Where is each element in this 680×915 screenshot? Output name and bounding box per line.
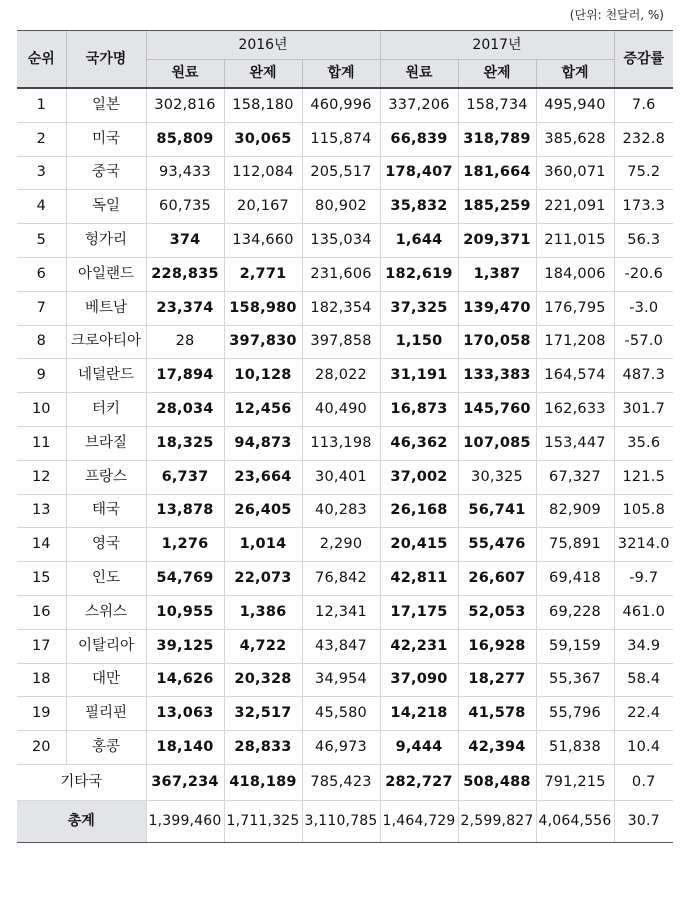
cell-value: 20,328 bbox=[224, 663, 302, 697]
cell-growth: 75.2 bbox=[614, 156, 673, 190]
cell-country: 필리핀 bbox=[66, 697, 146, 731]
cell-country: 미국 bbox=[66, 122, 146, 156]
cell-rank: 14 bbox=[17, 528, 66, 562]
cell-growth: -3.0 bbox=[614, 291, 673, 325]
table-row bbox=[17, 156, 673, 190]
table-row bbox=[17, 595, 673, 629]
cell-value: 30,401 bbox=[302, 460, 380, 494]
cell-value: 182,619 bbox=[380, 257, 458, 291]
table-row bbox=[17, 224, 673, 258]
cell-value: 178,407 bbox=[380, 156, 458, 190]
cell-country: 중국 bbox=[66, 156, 146, 190]
cell-value: 37,090 bbox=[380, 663, 458, 697]
cell-value: 495,940 bbox=[536, 88, 614, 122]
cell-growth: -20.6 bbox=[614, 257, 673, 291]
cell-value: 113,198 bbox=[302, 426, 380, 460]
cell-value: 209,371 bbox=[458, 224, 536, 258]
cell-value: 28,034 bbox=[146, 393, 224, 427]
header-finished-2016: 완제 bbox=[224, 60, 302, 89]
cell-value: 785,423 bbox=[302, 764, 380, 800]
cell-growth: -57.0 bbox=[614, 325, 673, 359]
cell-value: 42,394 bbox=[458, 731, 536, 765]
cell-value: 12,341 bbox=[302, 595, 380, 629]
cell-rank: 8 bbox=[17, 325, 66, 359]
cell-value: 135,034 bbox=[302, 224, 380, 258]
cell-growth: 301.7 bbox=[614, 393, 673, 427]
cell-value: 4,064,556 bbox=[536, 800, 614, 842]
cell-rank: 3 bbox=[17, 156, 66, 190]
cell-value: 26,168 bbox=[380, 494, 458, 528]
cell-value: 43,847 bbox=[302, 629, 380, 663]
cell-value: 75,891 bbox=[536, 528, 614, 562]
cell-country: 네덜란드 bbox=[66, 359, 146, 393]
cell-value: 56,741 bbox=[458, 494, 536, 528]
cell-value: 18,325 bbox=[146, 426, 224, 460]
header-rank: 순위 bbox=[17, 31, 66, 89]
cell-growth: 10.4 bbox=[614, 731, 673, 765]
cell-rank: 6 bbox=[17, 257, 66, 291]
cell-value: 46,362 bbox=[380, 426, 458, 460]
cell-value: 385,628 bbox=[536, 122, 614, 156]
cell-value: 32,517 bbox=[224, 697, 302, 731]
cell-value: 158,980 bbox=[224, 291, 302, 325]
cell-value: 164,574 bbox=[536, 359, 614, 393]
cell-value: 13,878 bbox=[146, 494, 224, 528]
header-year-2017: 2017년 bbox=[380, 31, 614, 60]
cell-country: 일본 bbox=[66, 88, 146, 122]
cell-value: 791,215 bbox=[536, 764, 614, 800]
cell-value: 1,386 bbox=[224, 595, 302, 629]
cell-country: 베트남 bbox=[66, 291, 146, 325]
cell-country: 터키 bbox=[66, 393, 146, 427]
cell-growth: 461.0 bbox=[614, 595, 673, 629]
cell-country: 인도 bbox=[66, 562, 146, 596]
cell-rank: 20 bbox=[17, 731, 66, 765]
cell-country: 태국 bbox=[66, 494, 146, 528]
table-body bbox=[17, 88, 673, 842]
cell-growth: 232.8 bbox=[614, 122, 673, 156]
cell-value: 28 bbox=[146, 325, 224, 359]
cell-rank: 10 bbox=[17, 393, 66, 427]
table-row bbox=[17, 122, 673, 156]
cell-value: 176,795 bbox=[536, 291, 614, 325]
cell-rank: 9 bbox=[17, 359, 66, 393]
cell-rank: 13 bbox=[17, 494, 66, 528]
cell-value: 20,415 bbox=[380, 528, 458, 562]
cell-growth: 173.3 bbox=[614, 190, 673, 224]
cell-value: 23,664 bbox=[224, 460, 302, 494]
header-finished-2017: 완제 bbox=[458, 60, 536, 89]
unit-note: (단위: 천달러, %) bbox=[569, 8, 664, 22]
cell-growth: 105.8 bbox=[614, 494, 673, 528]
cell-value: 28,833 bbox=[224, 731, 302, 765]
cell-value: 337,206 bbox=[380, 88, 458, 122]
cell-value: 153,447 bbox=[536, 426, 614, 460]
table-row bbox=[17, 629, 673, 663]
cell-value: 69,228 bbox=[536, 595, 614, 629]
cell-value: 508,488 bbox=[458, 764, 536, 800]
other-row bbox=[17, 764, 673, 800]
cell-value: 12,456 bbox=[224, 393, 302, 427]
cell-value: 93,433 bbox=[146, 156, 224, 190]
cell-value: 51,838 bbox=[536, 731, 614, 765]
cell-value: 60,735 bbox=[146, 190, 224, 224]
table-row bbox=[17, 562, 673, 596]
cell-value: 17,894 bbox=[146, 359, 224, 393]
table-row bbox=[17, 325, 673, 359]
cell-value: 66,839 bbox=[380, 122, 458, 156]
cell-growth: 56.3 bbox=[614, 224, 673, 258]
cell-growth: 35.6 bbox=[614, 426, 673, 460]
cell-rank: 18 bbox=[17, 663, 66, 697]
cell-value: 1,464,729 bbox=[380, 800, 458, 842]
cell-growth: 121.5 bbox=[614, 460, 673, 494]
cell-value: 133,383 bbox=[458, 359, 536, 393]
cell-value: 158,734 bbox=[458, 88, 536, 122]
cell-value: 18,140 bbox=[146, 731, 224, 765]
cell-value: 1,399,460 bbox=[146, 800, 224, 842]
cell-growth: -9.7 bbox=[614, 562, 673, 596]
cell-value: 360,071 bbox=[536, 156, 614, 190]
table-row bbox=[17, 190, 673, 224]
cell-rank: 17 bbox=[17, 629, 66, 663]
cell-value: 1,014 bbox=[224, 528, 302, 562]
cell-value: 1,387 bbox=[458, 257, 536, 291]
cell-total-label: 총계 bbox=[17, 800, 146, 842]
cell-value: 52,053 bbox=[458, 595, 536, 629]
cell-value: 171,208 bbox=[536, 325, 614, 359]
cell-value: 26,607 bbox=[458, 562, 536, 596]
cell-country: 프랑스 bbox=[66, 460, 146, 494]
cell-value: 1,276 bbox=[146, 528, 224, 562]
cell-growth: 0.7 bbox=[614, 764, 673, 800]
cell-value: 42,231 bbox=[380, 629, 458, 663]
cell-country: 홍콩 bbox=[66, 731, 146, 765]
cell-value: 13,063 bbox=[146, 697, 224, 731]
cell-value: 145,760 bbox=[458, 393, 536, 427]
cell-value: 46,973 bbox=[302, 731, 380, 765]
cell-value: 228,835 bbox=[146, 257, 224, 291]
table-row bbox=[17, 88, 673, 122]
cell-country: 헝가리 bbox=[66, 224, 146, 258]
cell-value: 55,476 bbox=[458, 528, 536, 562]
cell-value: 94,873 bbox=[224, 426, 302, 460]
cell-value: 76,842 bbox=[302, 562, 380, 596]
cell-value: 85,809 bbox=[146, 122, 224, 156]
cell-rank: 2 bbox=[17, 122, 66, 156]
cell-rank: 5 bbox=[17, 224, 66, 258]
cell-growth: 7.6 bbox=[614, 88, 673, 122]
cell-growth: 30.7 bbox=[614, 800, 673, 842]
table-row bbox=[17, 291, 673, 325]
cell-rank: 4 bbox=[17, 190, 66, 224]
cell-value: 115,874 bbox=[302, 122, 380, 156]
table-row bbox=[17, 663, 673, 697]
cell-value: 181,664 bbox=[458, 156, 536, 190]
table-row bbox=[17, 460, 673, 494]
cell-rank: 19 bbox=[17, 697, 66, 731]
header-growth: 증감률 bbox=[614, 31, 673, 89]
cell-country: 영국 bbox=[66, 528, 146, 562]
cell-value: 1,711,325 bbox=[224, 800, 302, 842]
header-raw-2016: 원료 bbox=[146, 60, 224, 89]
header-country: 국가명 bbox=[66, 31, 146, 89]
cell-value: 460,996 bbox=[302, 88, 380, 122]
cell-value: 170,058 bbox=[458, 325, 536, 359]
cell-value: 6,737 bbox=[146, 460, 224, 494]
cell-value: 37,325 bbox=[380, 291, 458, 325]
cell-value: 17,175 bbox=[380, 595, 458, 629]
cell-value: 107,085 bbox=[458, 426, 536, 460]
cell-value: 3,110,785 bbox=[302, 800, 380, 842]
header-total-2016: 합계 bbox=[302, 60, 380, 89]
cell-value: 10,128 bbox=[224, 359, 302, 393]
cell-value: 185,259 bbox=[458, 190, 536, 224]
cell-country: 대만 bbox=[66, 663, 146, 697]
cell-value: 59,159 bbox=[536, 629, 614, 663]
table-row bbox=[17, 494, 673, 528]
cell-value: 302,816 bbox=[146, 88, 224, 122]
header-year-2016: 2016년 bbox=[146, 31, 380, 60]
table-row bbox=[17, 257, 673, 291]
cell-value: 55,796 bbox=[536, 697, 614, 731]
cell-value: 80,902 bbox=[302, 190, 380, 224]
cell-value: 31,191 bbox=[380, 359, 458, 393]
cell-value: 221,091 bbox=[536, 190, 614, 224]
cell-country: 이탈리아 bbox=[66, 629, 146, 663]
cell-growth: 34.9 bbox=[614, 629, 673, 663]
cell-value: 184,006 bbox=[536, 257, 614, 291]
table-row bbox=[17, 359, 673, 393]
table-header bbox=[17, 31, 673, 89]
cell-value: 22,073 bbox=[224, 562, 302, 596]
cell-value: 205,517 bbox=[302, 156, 380, 190]
cell-country: 독일 bbox=[66, 190, 146, 224]
cell-value: 14,218 bbox=[380, 697, 458, 731]
cell-value: 16,928 bbox=[458, 629, 536, 663]
cell-value: 20,167 bbox=[224, 190, 302, 224]
cell-value: 28,022 bbox=[302, 359, 380, 393]
export-table bbox=[17, 30, 673, 843]
cell-value: 45,580 bbox=[302, 697, 380, 731]
cell-value: 139,470 bbox=[458, 291, 536, 325]
cell-value: 231,606 bbox=[302, 257, 380, 291]
cell-rank: 1 bbox=[36, 96, 46, 113]
cell-growth: 58.4 bbox=[614, 663, 673, 697]
cell-value: 158,180 bbox=[224, 88, 302, 122]
cell-value: 82,909 bbox=[536, 494, 614, 528]
cell-country: 스위스 bbox=[66, 595, 146, 629]
cell-value: 134,660 bbox=[224, 224, 302, 258]
cell-value: 318,789 bbox=[458, 122, 536, 156]
cell-rank: 16 bbox=[17, 595, 66, 629]
cell-value: 397,858 bbox=[302, 325, 380, 359]
cell-other-label: 기타국 bbox=[17, 764, 146, 800]
cell-value: 1,150 bbox=[380, 325, 458, 359]
cell-value: 2,771 bbox=[224, 257, 302, 291]
cell-value: 18,277 bbox=[458, 663, 536, 697]
cell-rank: 15 bbox=[17, 562, 66, 596]
cell-value: 55,367 bbox=[536, 663, 614, 697]
cell-value: 1,644 bbox=[380, 224, 458, 258]
cell-country: 크로아티아 bbox=[66, 325, 146, 359]
table-row bbox=[17, 426, 673, 460]
cell-value: 26,405 bbox=[224, 494, 302, 528]
cell-growth: 487.3 bbox=[614, 359, 673, 393]
table-row bbox=[17, 393, 673, 427]
cell-value: 41,578 bbox=[458, 697, 536, 731]
cell-value: 182,354 bbox=[302, 291, 380, 325]
table-row bbox=[17, 528, 673, 562]
cell-country: 브라질 bbox=[66, 426, 146, 460]
cell-value: 367,234 bbox=[146, 764, 224, 800]
cell-value: 397,830 bbox=[224, 325, 302, 359]
cell-country: 아일랜드 bbox=[66, 257, 146, 291]
cell-value: 54,769 bbox=[146, 562, 224, 596]
cell-value: 2,290 bbox=[302, 528, 380, 562]
cell-rank: 12 bbox=[17, 460, 66, 494]
total-row bbox=[17, 800, 673, 842]
cell-rank: 7 bbox=[17, 291, 66, 325]
cell-value: 39,125 bbox=[146, 629, 224, 663]
cell-value: 40,490 bbox=[302, 393, 380, 427]
cell-value: 67,327 bbox=[536, 460, 614, 494]
cell-value: 112,084 bbox=[224, 156, 302, 190]
cell-value: 374 bbox=[146, 224, 224, 258]
cell-rank: 11 bbox=[17, 426, 66, 460]
cell-value: 35,832 bbox=[380, 190, 458, 224]
cell-value: 16,873 bbox=[380, 393, 458, 427]
cell-value: 4,722 bbox=[224, 629, 302, 663]
cell-value: 418,189 bbox=[224, 764, 302, 800]
cell-value: 14,626 bbox=[146, 663, 224, 697]
header-raw-2017: 원료 bbox=[380, 60, 458, 89]
cell-value: 69,418 bbox=[536, 562, 614, 596]
cell-value: 162,633 bbox=[536, 393, 614, 427]
cell-value: 2,599,827 bbox=[458, 800, 536, 842]
cell-value: 282,727 bbox=[380, 764, 458, 800]
table-row bbox=[17, 731, 673, 765]
cell-value: 23,374 bbox=[146, 291, 224, 325]
cell-value: 40,283 bbox=[302, 494, 380, 528]
table-row bbox=[17, 697, 673, 731]
cell-value: 42,811 bbox=[380, 562, 458, 596]
header-total-2017: 합계 bbox=[536, 60, 614, 89]
cell-value: 30,325 bbox=[458, 460, 536, 494]
cell-value: 34,954 bbox=[302, 663, 380, 697]
cell-value: 10,955 bbox=[146, 595, 224, 629]
cell-growth: 3214.0 bbox=[614, 528, 673, 562]
cell-value: 9,444 bbox=[380, 731, 458, 765]
cell-value: 211,015 bbox=[536, 224, 614, 258]
cell-value: 30,065 bbox=[224, 122, 302, 156]
cell-value: 37,002 bbox=[380, 460, 458, 494]
cell-growth: 22.4 bbox=[614, 697, 673, 731]
